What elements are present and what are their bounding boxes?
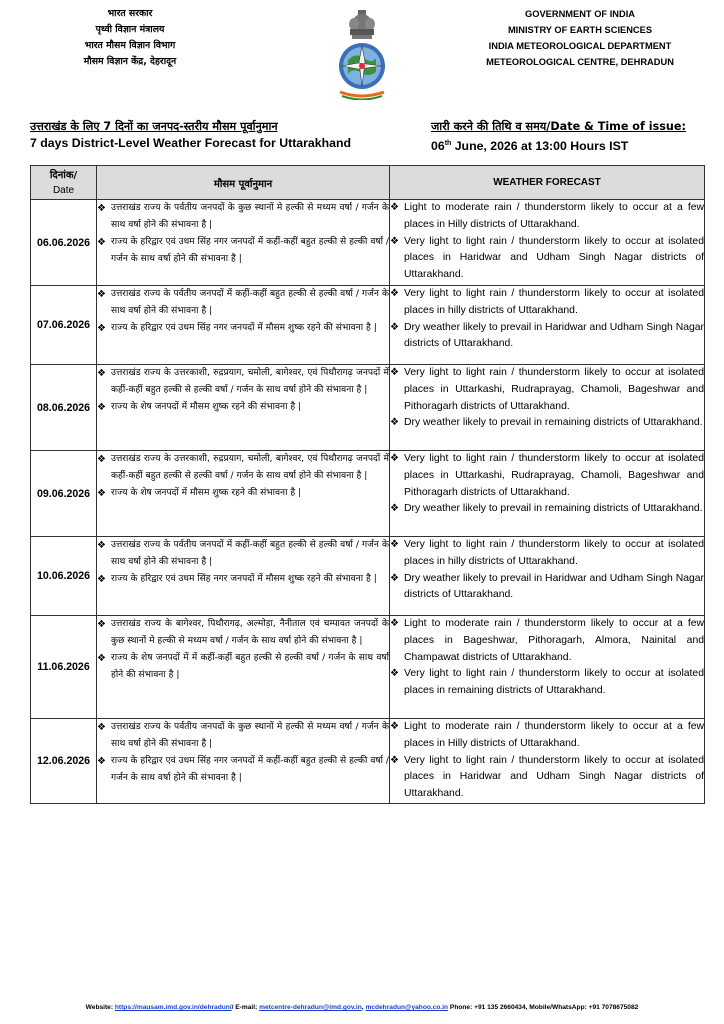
forecast-hindi-item: ❖ उत्तराखंड राज्य के उत्तरकाशी, रुद्रप्रयाग, चमोली, बागेश्वर, एवं पिथौरागढ़ जनपदों में कहीं-कहीं बहुत हल्की से हल्की वर्षा / गर्जन के साथ वर्षा होने की संभावना है | — [97, 365, 389, 399]
forecast-hindi-item: ❖ राज्य के हरिद्वार एवं उधम सिंह नगर जनपदों में कहीं-कहीं बहुत हल्की से हल्की वर्षा / गर्जन के साथ वर्षा होने की संभावना है | — [97, 753, 389, 787]
table-header-row — [31, 166, 705, 200]
forecast-date: 10.06.2026 — [31, 537, 97, 616]
forecast-hindi-item: ❖ राज्य के हरिद्वार एवं उधम सिंह नगर जनपदों में मौसम शुष्क रहने की संभावना है | — [97, 320, 389, 337]
forecast-english-list — [390, 286, 704, 353]
forecast-english-item: ❖ Light to moderate rain / thunderstorm likely to occur at a few places in Hilly districts of Uttarakhand. — [390, 719, 704, 753]
forecast-hindi-item: ❖ राज्य के हरिद्वार एवं उधम सिंह नगर जनपदों में कहीं-कहीं बहुत हल्की से हल्की वर्षा / गर्जन के साथ वर्षा होने की संभावना है | — [97, 234, 389, 268]
forecast-date: 07.06.2026 — [31, 286, 97, 365]
header-english-line: INDIA METEOROLOGICAL DEPARTMENT — [488, 41, 672, 51]
forecast-english-item: ❖ Very light to light rain / thunderstorm likely to occur at isolated places in hilly districts of Uttarakhand. — [390, 537, 704, 571]
header-hindi-line: पृथ्वी विज्ञान मंत्रालय — [95, 24, 165, 35]
forecast-english-item: ❖ Dry weather likely to prevail in remaining districts of Uttarakhand. — [390, 501, 704, 518]
footer-phone: Phone: +91 135 2660434, Mobile/WhatsApp: +91 7078675082 — [448, 1004, 639, 1011]
table-row — [31, 719, 705, 804]
forecast-hindi-item: ❖ उत्तराखंड राज्य के उत्तरकाशी, रुद्रप्रयाग, चमोली, बागेश्वर, एवं पिथौरागढ़ जनपदों में कहीं-कहीं बहुत हल्की से हल्की वर्षा / गर्जन के साथ वर्षा होने की संभावना है | — [97, 451, 389, 485]
issue-label: जारी करने की तिथि व समय/Date & Time of issue: — [431, 120, 686, 133]
forecast-english-cell — [390, 200, 705, 286]
header-english-line: GOVERNMENT OF INDIA — [524, 9, 635, 19]
forecast-english-cell — [390, 616, 705, 719]
forecast-date: 09.06.2026 — [31, 451, 97, 537]
forecast-english-cell — [390, 537, 705, 616]
header-english-line: MINISTRY OF EARTH SCIENCES — [507, 25, 653, 35]
table-row — [31, 451, 705, 537]
title-hindi: उत्तराखंड के लिए 7 दिनों का जनपद-स्तरीय मौसम पूर्वानुमान — [30, 120, 278, 133]
title-english: 7 days District-Level Weather Forecast for Uttarakhand — [30, 136, 351, 150]
footer-email-link-1[interactable]: metcentre-dehradun@imd.gov.in — [259, 1004, 362, 1011]
forecast-english-cell — [390, 286, 705, 365]
table-body — [31, 200, 705, 804]
column-header-date-english: Date — [52, 184, 75, 196]
forecast-english-item: ❖ Dry weather likely to prevail in Haridwar and Udham Singh Nagar districts of Uttarakhand. — [390, 320, 704, 354]
table-row — [31, 286, 705, 365]
forecast-english-item: ❖ Very light to light rain / thunderstorm likely to occur at isolated places in remaining districts of Uttarakhand. — [390, 666, 704, 700]
footer-email-link-2[interactable]: mcdehradun@yahoo.co.in — [365, 1004, 449, 1011]
forecast-hindi-cell — [97, 286, 390, 365]
forecast-english-list — [390, 537, 704, 604]
forecast-english-item: ❖ Very light to light rain / thunderstorm likely to occur at isolated places in Haridwar and Udham Singh Nagar districts of Uttarakhand. — [390, 753, 704, 803]
forecast-hindi-item: ❖ उत्तराखंड राज्य के बागेश्वर, पिथौरागढ़, अल्मोड़ा, नैनीताल एवं चम्पावत जनपदों के कुछ स्थानों मे हल्की से मध्यम वर्षा / गर्जन के साथ वर्षा होने की संभावना है | — [97, 616, 389, 650]
forecast-hindi-list — [97, 286, 389, 337]
footer-website-label: Website: — [85, 1004, 115, 1011]
forecast-hindi-list — [97, 616, 389, 684]
forecast-english-list — [390, 719, 704, 803]
header-hindi — [60, 6, 200, 70]
national-emblem-icon — [336, 8, 388, 100]
column-header-forecast-english: WEATHER FORECAST — [390, 166, 705, 200]
forecast-hindi-list — [97, 200, 389, 268]
issue-day: 06 — [431, 139, 445, 154]
forecast-hindi-item: ❖ उत्तराखंड राज्य के पर्वतीय जनपदों के कुछ स्थानों मे हल्की से मध्यम वर्षा / गर्जन के साथ वर्षा होने की संभावना है | — [97, 719, 389, 753]
forecast-english-list — [390, 200, 704, 284]
forecast-english-list — [390, 451, 704, 518]
document-title — [30, 118, 351, 152]
forecast-date: 12.06.2026 — [31, 719, 97, 804]
forecast-hindi-item: ❖ राज्य के हरिद्वार एवं उधम सिंह नगर जनपदों में मौसम शुष्क रहने की संभावना है | — [97, 571, 389, 588]
forecast-english-item: ❖ Very light to light rain / thunderstorm likely to occur at isolated places in hilly districts of Uttarakhand. — [390, 286, 704, 320]
forecast-hindi-list — [97, 537, 389, 588]
issue-date-rest: June, 2026 at 13:00 Hours IST — [451, 139, 629, 154]
issue-info — [431, 118, 686, 155]
forecast-english-cell — [390, 451, 705, 537]
forecast-hindi-cell — [97, 616, 390, 719]
forecast-hindi-item: ❖ उत्तराखंड राज्य के पर्वतीय जनपदों में कहीं-कहीं बहुत हल्की से हल्की वर्षा / गर्जन के साथ वर्षा होने की संभावना है | — [97, 537, 389, 571]
forecast-hindi-item: ❖ राज्य के शेष जनपदों में में कहीं-कहीं बहुत हल्की से हल्की वर्षा / गर्जन के साथ वर्षा होने की संभावना है | — [97, 650, 389, 684]
column-header-date-hindi: दिनांक/ — [49, 169, 78, 181]
header-hindi-line: भारत मौसम विज्ञान विभाग — [84, 40, 176, 51]
forecast-hindi-item: ❖ राज्य के शेष जनपदों में मौसम शुष्क रहने की संभावना है | — [97, 485, 389, 502]
forecast-hindi-cell — [97, 537, 390, 616]
forecast-english-cell — [390, 719, 705, 804]
table-row — [31, 365, 705, 451]
column-header-date — [31, 166, 97, 200]
forecast-english-item: ❖ Very light to light rain / thunderstorm likely to occur at isolated places in Uttarkashi, Rudraprayag, Chamoli, Bageshwar and Pithoragarh districts of Uttarakhand. — [390, 365, 704, 415]
forecast-hindi-list — [97, 719, 389, 787]
forecast-hindi-list — [97, 451, 389, 502]
header-english — [455, 6, 705, 70]
header-hindi-line: भारत सरकार — [107, 8, 153, 19]
forecast-english-list — [390, 365, 704, 432]
forecast-hindi-cell — [97, 719, 390, 804]
table-row — [31, 200, 705, 286]
forecast-english-item: ❖ Light to moderate rain / thunderstorm likely to occur at a few places in Hilly districts of Uttarakhand. — [390, 200, 704, 234]
column-header-forecast-hindi: मौसम पूर्वानुमान — [97, 166, 390, 200]
forecast-hindi-list — [97, 365, 389, 416]
forecast-english-cell — [390, 365, 705, 451]
forecast-table — [30, 165, 705, 804]
issue-day-suffix: th — [444, 140, 452, 147]
forecast-hindi-item: ❖ राज्य के शेष जनपदों में मौसम शुष्क रहने की संभावना है | — [97, 399, 389, 416]
header-english-line: METEOROLOGICAL CENTRE, DEHRADUN — [486, 57, 674, 67]
issue-datetime — [431, 135, 686, 155]
forecast-date: 11.06.2026 — [31, 616, 97, 719]
forecast-hindi-item: ❖ उत्तराखंड राज्य के पर्वतीय जनपदों में कहीं-कहीं बहुत हल्की से हल्की वर्षा / गर्जन के साथ वर्षा होने की संभावना है | — [97, 286, 389, 320]
forecast-english-item: ❖ Light to moderate rain / thunderstorm likely to occur at a few places in Bageshwar, Pithoragarh, Almora, Nainital and Champawat districts of Uttarakhand. — [390, 616, 704, 666]
forecast-english-list — [390, 616, 704, 700]
footer — [0, 1004, 724, 1011]
table-row — [31, 616, 705, 719]
forecast-date: 06.06.2026 — [31, 200, 97, 286]
forecast-english-item: ❖ Dry weather likely to prevail in remaining districts of Uttarakhand. — [390, 415, 704, 432]
forecast-english-item: ❖ Very light to light rain / thunderstorm likely to occur at isolated places in Haridwar and Udham Singh Nagar districts of Uttarakhand. — [390, 234, 704, 284]
forecast-english-item: ❖ Very light to light rain / thunderstorm likely to occur at isolated places in Uttarkashi, Rudraprayag, Chamoli, Bageshwar and Pithoragarh districts of Uttarakhand. — [390, 451, 704, 501]
forecast-hindi-cell — [97, 200, 390, 286]
footer-email-label: / E-mail: — [231, 1004, 260, 1011]
table-row — [31, 537, 705, 616]
header-hindi-line: मौसम विज्ञान केंद्र, देहरादून — [83, 56, 177, 67]
forecast-hindi-cell — [97, 365, 390, 451]
forecast-date: 08.06.2026 — [31, 365, 97, 451]
forecast-hindi-item: ❖ उत्तराखंड राज्य के पर्वतीय जनपदों के कुछ स्थानों मे हल्की से मध्यम वर्षा / गर्जन के साथ वर्षा होने की संभावना है | — [97, 200, 389, 234]
footer-email-separator: , — [361, 1004, 366, 1011]
footer-website-link[interactable]: https://mausam.imd.gov.in/dehradun/ — [114, 1004, 232, 1011]
forecast-english-item: ❖ Dry weather likely to prevail in Haridwar and Udham Singh Nagar districts of Uttarakhand. — [390, 571, 704, 605]
forecast-hindi-cell — [97, 451, 390, 537]
